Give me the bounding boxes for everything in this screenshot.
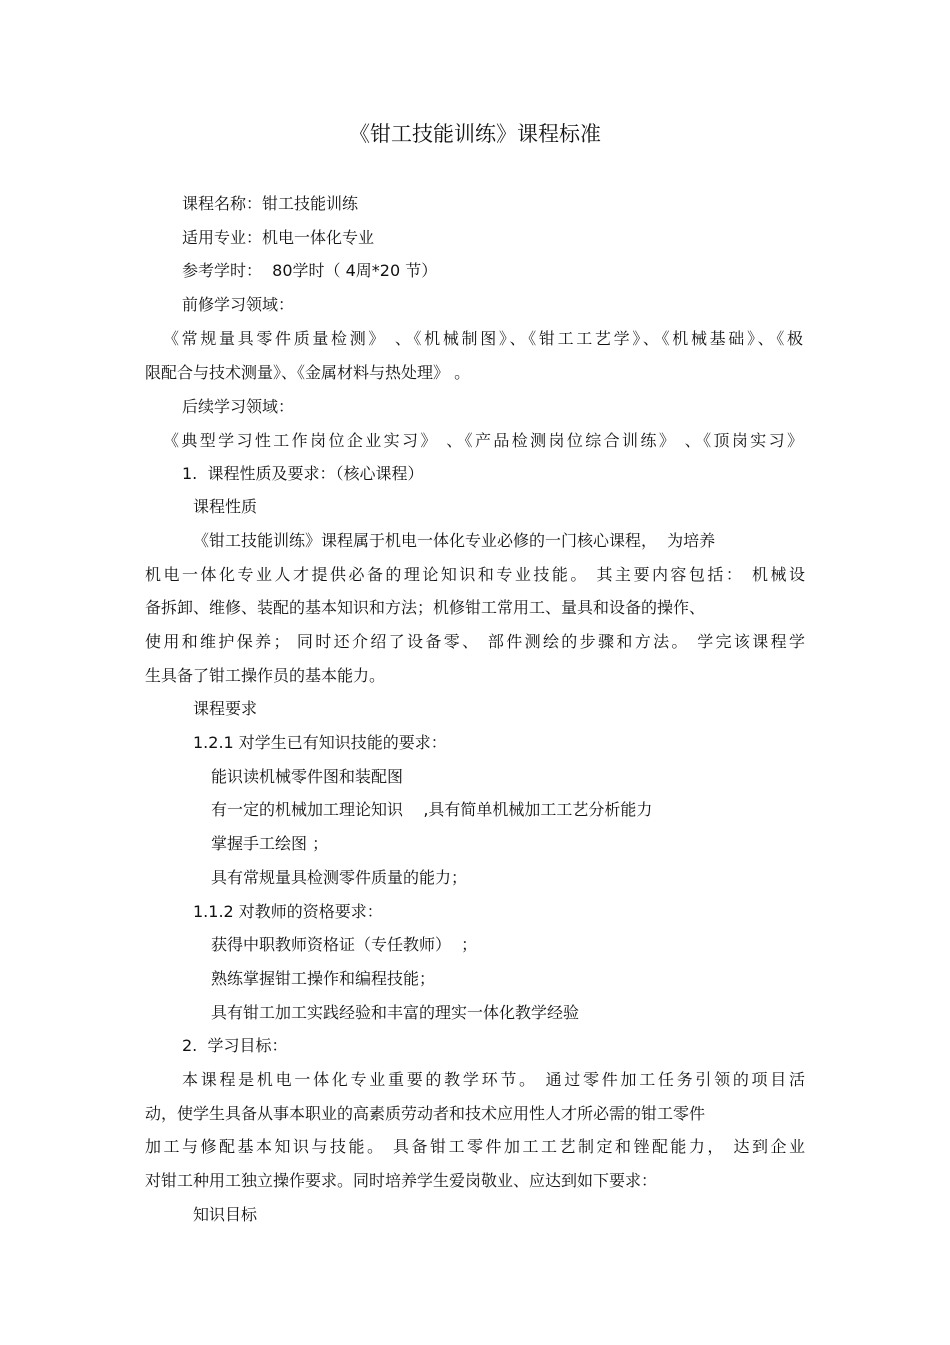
requirement-item: 掌握手工绘图 ； xyxy=(211,834,329,853)
reference-hours: 参考学时： 80学时（ 4周*20 节） xyxy=(182,261,438,280)
requirement-item: 熟练掌握钳工操作和编程技能； xyxy=(211,969,436,988)
prerequisite-list-line: 《常规量具零件质量检测》 、《机械制图》、《钳工工艺学》、《机械基础》、《极 xyxy=(163,329,803,348)
knowledge-goals-heading: 知识目标 xyxy=(193,1205,258,1224)
section-2-heading: 2. 学习目标： xyxy=(182,1036,288,1055)
follow-up-heading: 后续学习领域： xyxy=(182,397,295,416)
paragraph-line: 加工与修配基本知识与技能。 具备钳工零件加工工艺制定和锉配能力， 达到企业 xyxy=(145,1137,805,1156)
course-nature-heading: 课程性质 xyxy=(193,497,258,516)
course-requirements-heading: 课程要求 xyxy=(193,699,258,718)
page-title: 《钳工技能训练》课程标准 xyxy=(349,122,601,146)
requirement-item: 具有常规量具检测零件质量的能力； xyxy=(211,868,468,887)
paragraph-line: 本课程是机电一体化专业重要的教学环节。 通过零件加工任务引领的项目活 xyxy=(182,1070,805,1089)
student-requirements-heading: 1.2.1 对学生已有知识技能的要求： xyxy=(193,733,447,752)
paragraph-line: 《钳工技能训练》课程属于机电一体化专业必修的一门核心课程， 为培养 xyxy=(193,531,716,550)
prerequisite-list-line: 限配合与技术测量》、《金属材料与热处理》 。 xyxy=(145,363,471,382)
prerequisite-heading: 前修学习领域： xyxy=(182,295,295,314)
requirement-item: 获得中职教师资格证（专任教师） ； xyxy=(211,935,478,954)
course-name: 课程名称：钳工技能训练 xyxy=(182,194,359,213)
paragraph-line: 备拆卸、维修、装配的基本知识和方法；机修钳工常用工、量具和设备的操作、 xyxy=(145,598,706,617)
paragraph-line: 生具备了钳工操作员的基本能力。 xyxy=(145,666,386,685)
section-1-heading: 1. 课程性质及要求：（核心课程） xyxy=(182,464,424,483)
requirement-item: 有一定的机械加工理论知识 ,具有简单机械加工工艺分析能力 xyxy=(211,800,653,819)
applicable-major: 适用专业：机电一体化专业 xyxy=(182,228,375,247)
paragraph-line: 机电一体化专业人才提供必备的理论知识和专业技能。 其主要内容包括： 机械设 xyxy=(145,565,805,584)
paragraph-line: 动，使学生具备从事本职业的高素质劳动者和技术应用性人才所必需的钳工零件 xyxy=(145,1104,706,1123)
requirement-item: 具有钳工加工实践经验和丰富的理实一体化教学经验 xyxy=(211,1003,580,1022)
teacher-requirements-heading: 1.1.2 对教师的资格要求： xyxy=(193,902,383,921)
requirement-item: 能识读机械零件图和装配图 xyxy=(211,767,404,786)
paragraph-line: 对钳工种用工独立操作要求。同时培养学生爱岗敬业、应达到如下要求： xyxy=(145,1171,658,1190)
paragraph-line: 使用和维护保养； 同时还介绍了设备零、 部件测绘的步骤和方法。 学完该课程学 xyxy=(145,632,805,651)
follow-up-list: 《典型学习性工作岗位企业实习》 、《产品检测岗位综合训练》 、《顶岗实习》 xyxy=(163,431,803,450)
